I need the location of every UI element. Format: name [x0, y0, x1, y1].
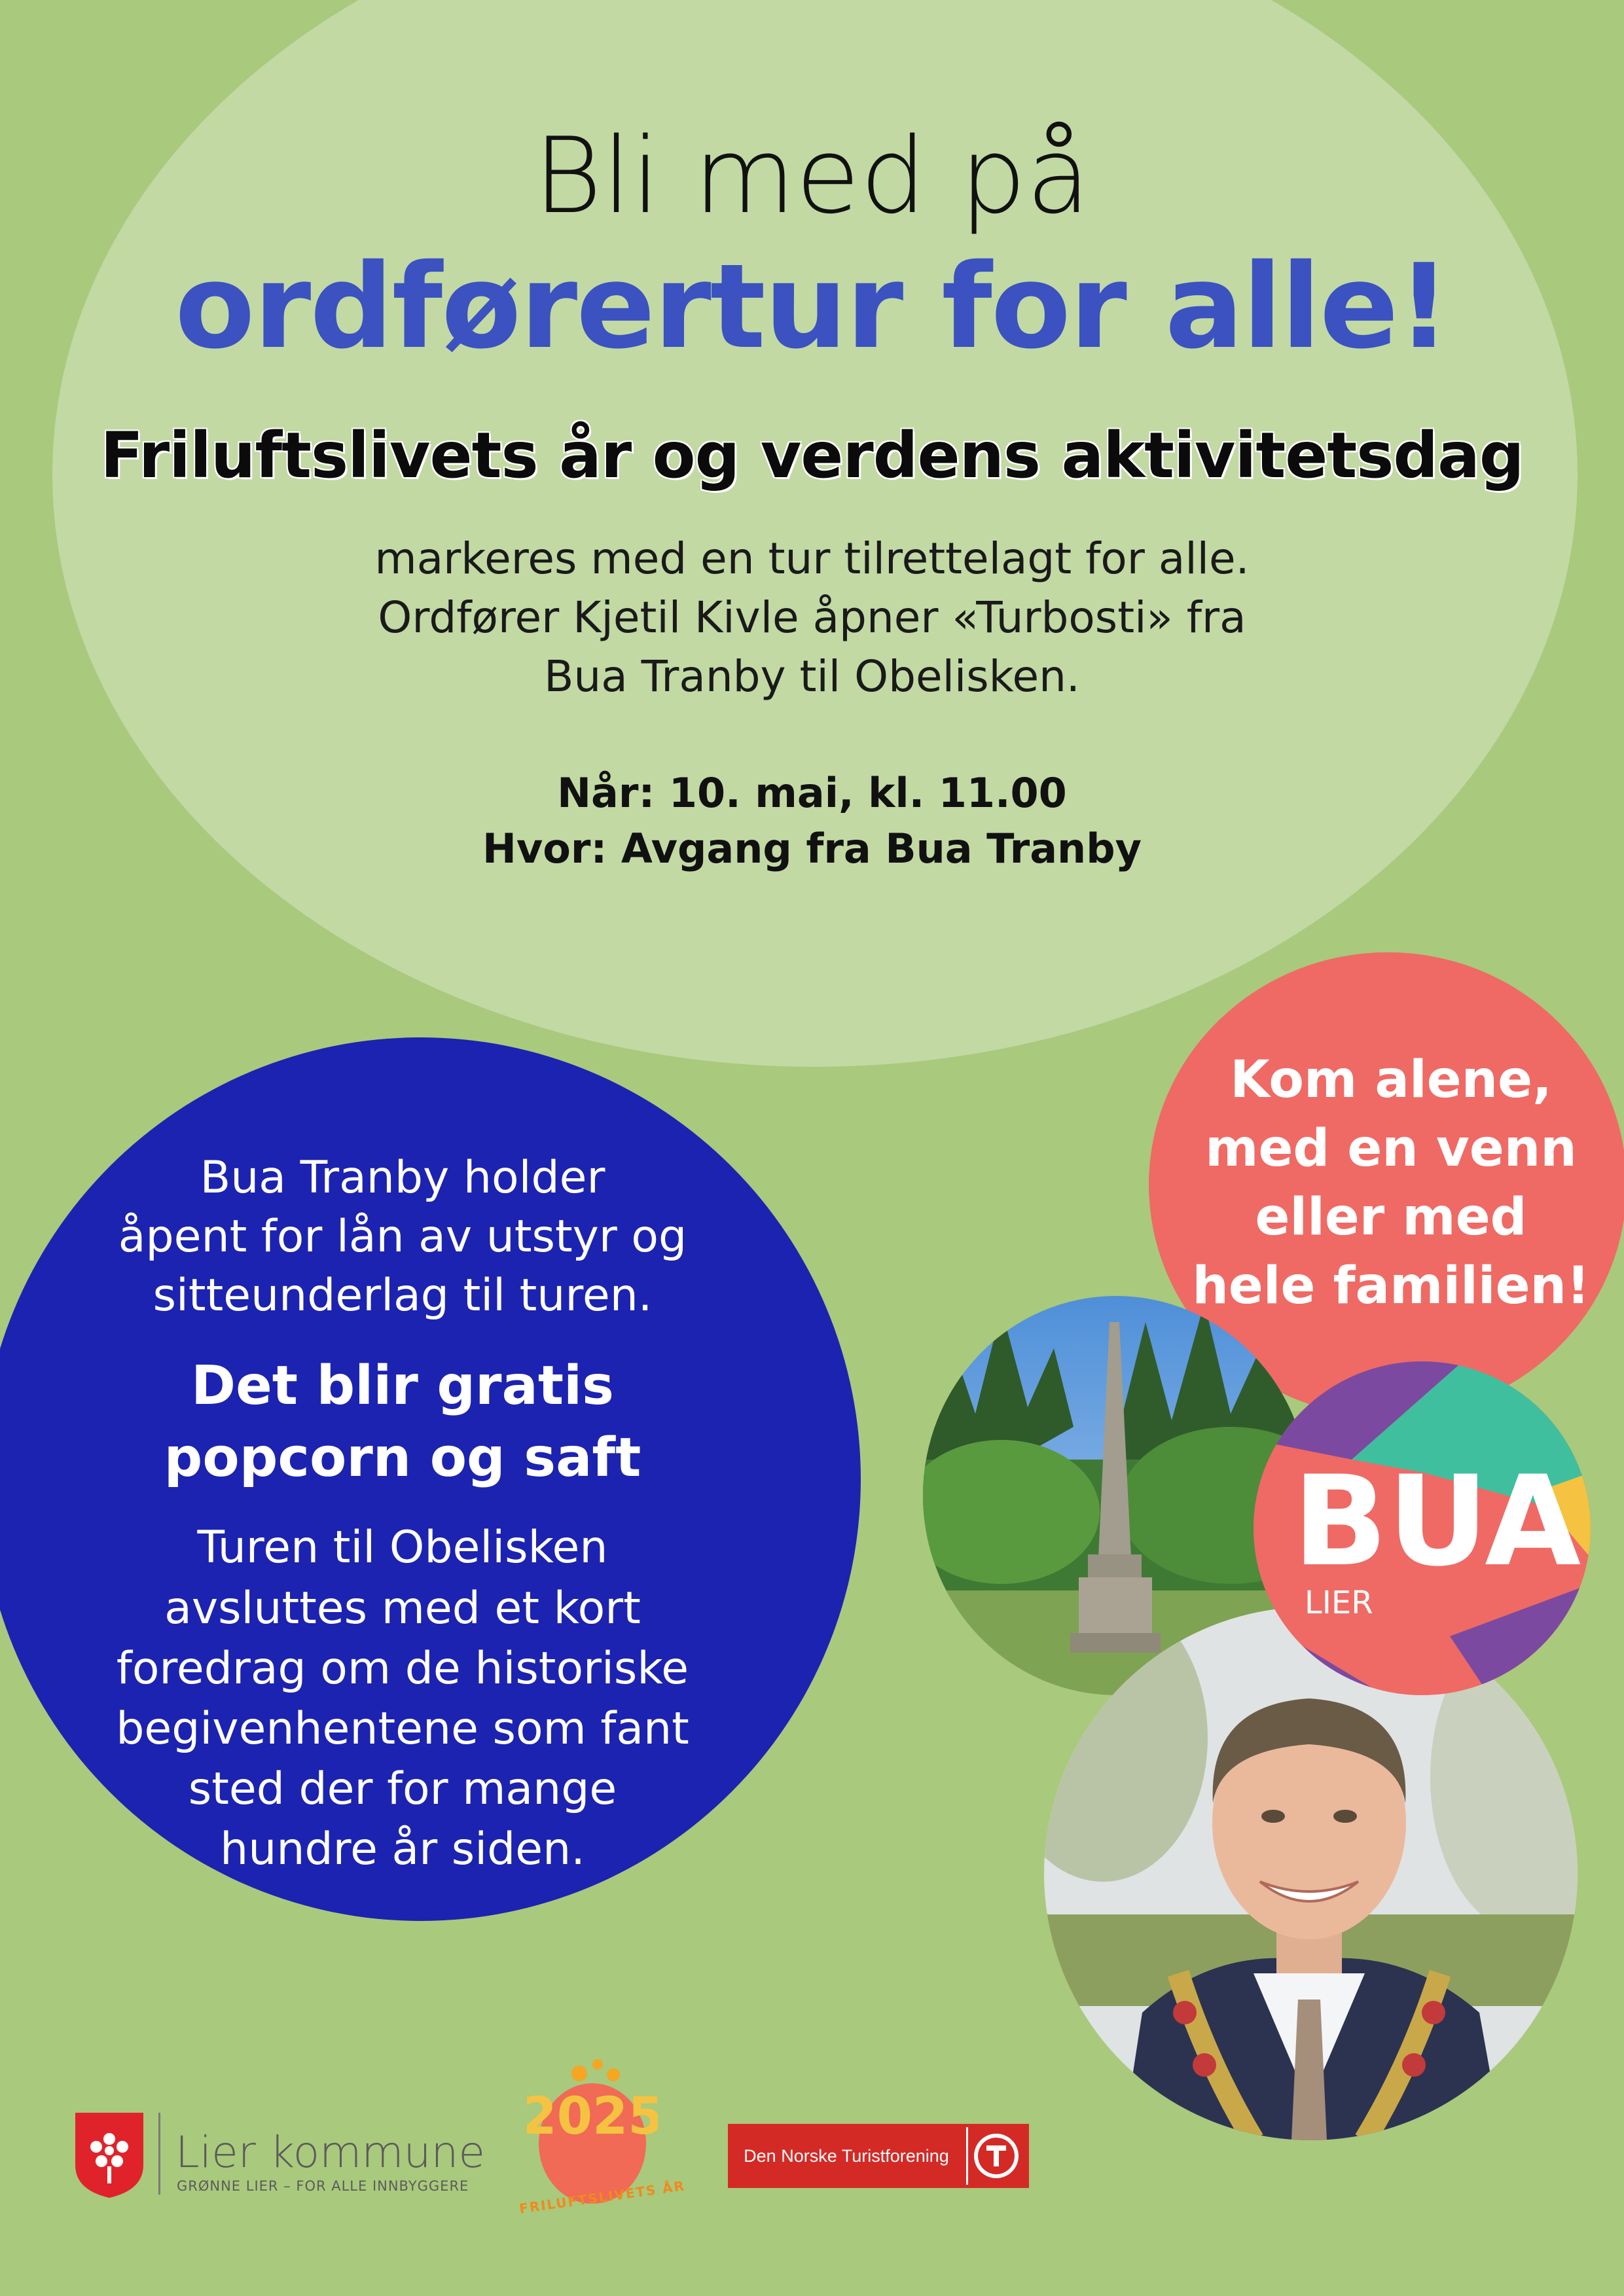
- equipment-line-3: sitteunderlag til turen.: [153, 1270, 653, 1321]
- intro-line-2: Ordfører Kjetil Kivle åpner «Turbosti» fra: [378, 592, 1246, 643]
- lecture-line-5: sted der for mange: [188, 1763, 617, 1815]
- lier-kommune-tagline: GRØNNE LIER – FOR ALLE INNBYGGERE: [177, 2178, 469, 2194]
- lier-shield-icon: [75, 2113, 143, 2200]
- free-line-1: Det blir gratis: [191, 1355, 614, 1417]
- bua-logo-place: LIER: [1305, 1585, 1373, 1621]
- mayor-portrait-photo: [1044, 1607, 1578, 2140]
- dnt-t-icon: [965, 2127, 1025, 2187]
- equipment-line-2: åpent for lån av utstyr og: [118, 1211, 687, 1263]
- headline-line-1: Bli med på: [533, 115, 1091, 237]
- equipment-line-1: Bua Tranby holder: [200, 1152, 605, 1204]
- lecture-line-2: avsluttes med et kort: [164, 1583, 641, 1634]
- free-line-2: popcorn og saft: [164, 1427, 641, 1489]
- lecture-line-4: begivenhentene som fant: [116, 1703, 689, 1755]
- event-when: Når: 10. mai, kl. 11.00: [557, 769, 1067, 817]
- invite-line-4: hele familien!: [1192, 1257, 1590, 1316]
- friluft-year: 2025: [527, 2087, 658, 2146]
- event-where: Hvor: Avgang fra Bua Tranby: [482, 825, 1142, 872]
- invite-line-3: eller med: [1255, 1188, 1527, 1247]
- subheading: Friluftslivets år og verdens aktivitetsdag: [100, 419, 1524, 492]
- lecture-line-1: Turen til Obelisken: [197, 1522, 608, 1573]
- dnt-name: Den Norske Turistforening: [744, 2146, 949, 2166]
- friluftslivets-ar-label: FRILUFTSLIVETS ÅR: [518, 2178, 687, 2217]
- invite-line-2: med en venn: [1205, 1119, 1577, 1178]
- lier-logo-divider: [158, 2113, 160, 2195]
- bua-lier-logo: [1254, 1361, 1591, 1695]
- intro-line-3: Bua Tranby til Obelisken.: [544, 651, 1080, 702]
- lecture-line-3: foredrag om de historiske: [116, 1643, 689, 1695]
- lecture-line-6: hundre år siden.: [220, 1823, 585, 1875]
- intro-line-1: markeres med en tur tilrettelagt for alle.: [374, 533, 1250, 584]
- headline-line-2: ordførertur for alle!: [175, 239, 1449, 374]
- lier-kommune-name: Lier kommune: [175, 2127, 485, 2178]
- invite-line-1: Kom alene,: [1230, 1050, 1552, 1109]
- bua-logo-word: BUA: [1293, 1449, 1581, 1594]
